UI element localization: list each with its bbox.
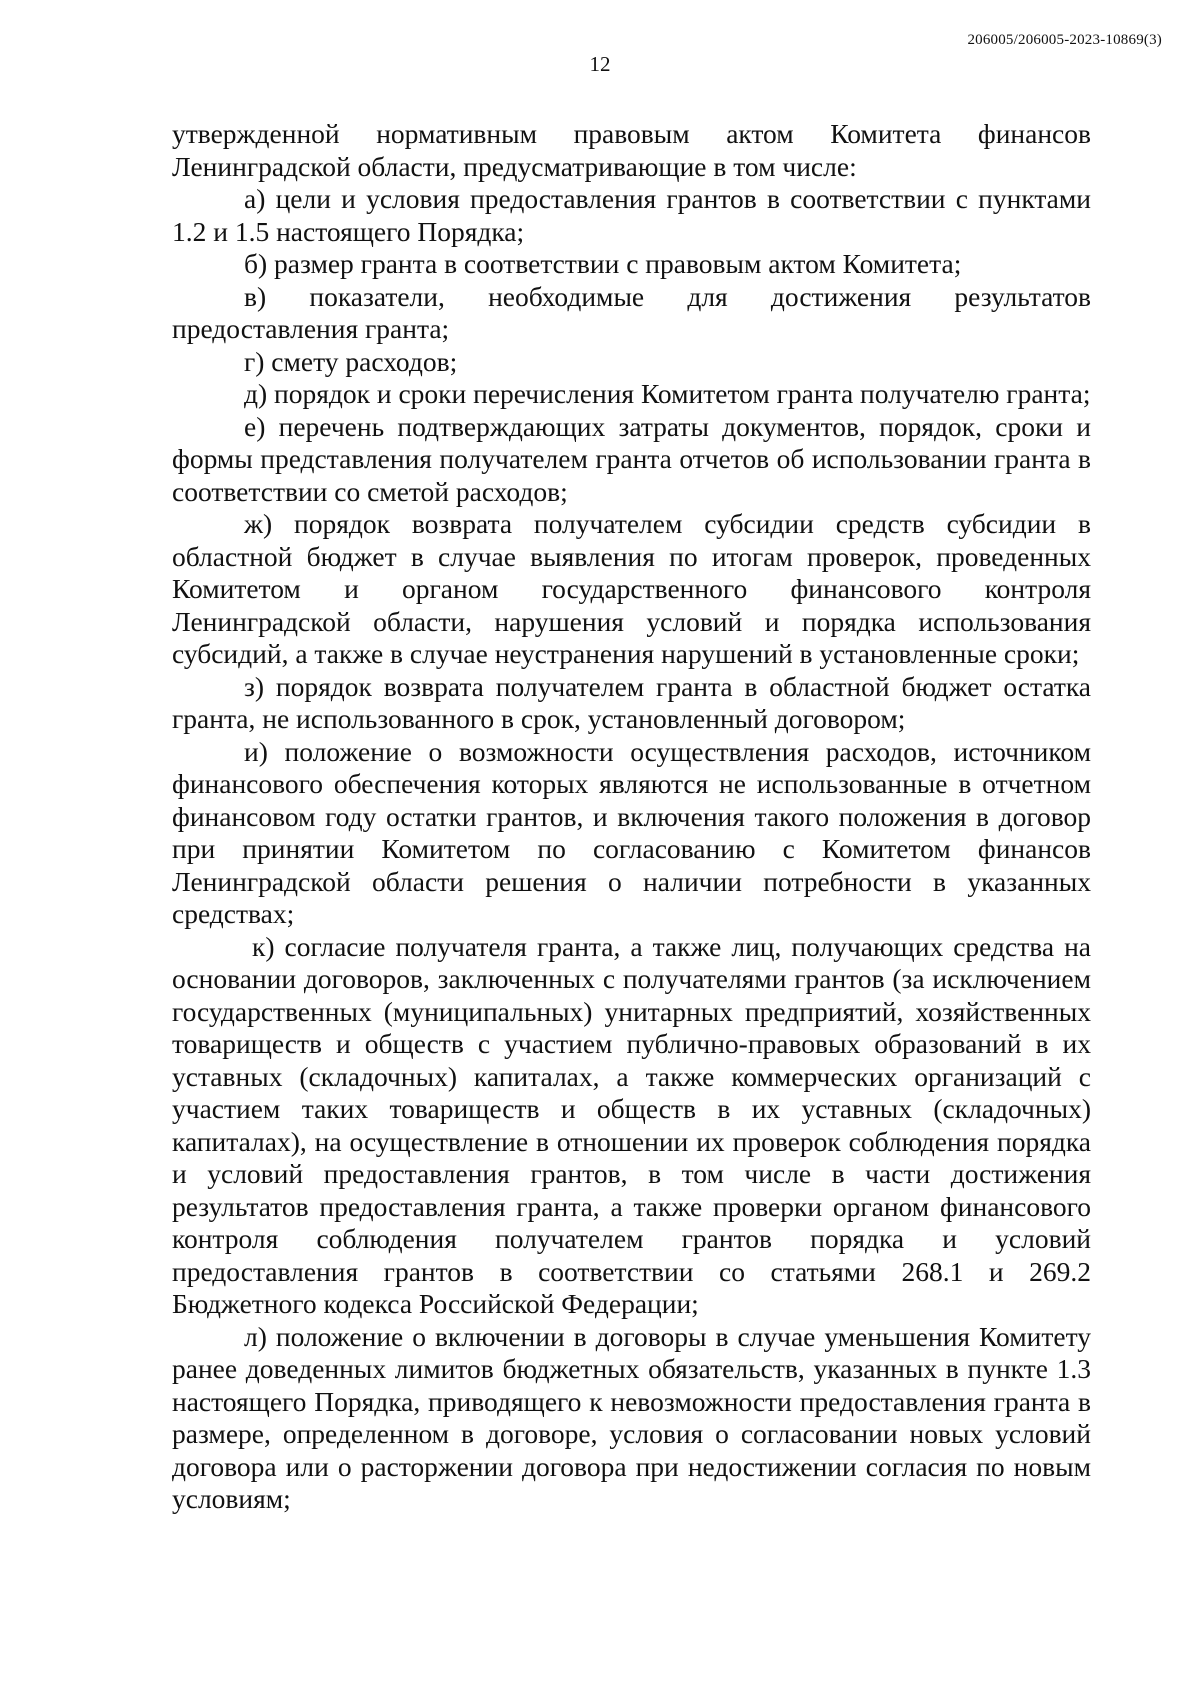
list-item-a: а) цели и условия предоставления грантов в соответствии с пунктами 1.2 и 1.5 настоящего Порядка;	[172, 183, 1091, 247]
list-item-g: г) смету расходов;	[244, 345, 458, 377]
list-item-l: л) положение о включении в договоры в случае уменьшения Комитету ранее доведенных лимитов бюджетных обязательств, указанных в пункте 1.3 настоящего Порядка, приводящего к невозможности предоставления гранта в размере, определенном в договоре, условия о согласовании новых условий договора или о расторжении договора при недостижении согласия по новым условиям;	[172, 1320, 1091, 1514]
list-item-d: д) порядок и сроки перечисления Комитетом гранта получателю гранта;	[244, 378, 1091, 409]
paragraph-intro: утвержденной нормативным правовым актом Комитета финансов Ленинградской области, предусматривающие в том числе:	[172, 118, 1091, 182]
list-item-v: в) показатели, необходимые для достижения результатов предоставления гранта;	[172, 280, 1091, 344]
document-body	[172, 118, 1091, 1516]
list-item-k: к) согласие получателя гранта, а также лиц, получающих средства на основании договоров, заключенных с получателями грантов (за исключением государственных (муниципальных) унитарных предприятий, хозяйственных товариществ и обществ с участием публично-правовых образований в их уставных (складочных) капиталах, а также коммерческих организаций с участием таких товариществ и обществ в их уставных (складочных) капиталах), на осуществление в отношении их проверок соблюдения порядка и условий предоставления грантов, в том числе в части достижения результатов предоставления гранта, а также проверки органом финансового контроля соблюдения получателем грантов порядка и условий предоставления грантов в соответствии со статьями 268.1 и 269.2 Бюджетного кодекса Российской Федерации;	[172, 930, 1091, 1319]
list-item-z: з) порядок возврата получателем гранта в областной бюджет остатка гранта, не использованного в срок, установленный договором;	[172, 670, 1091, 734]
list-item-i: и) положение о возможности осуществления расходов, источником финансового обеспечения которых являются не использованные в отчетном финансовом году остатки грантов, и включения такого положения в договор при принятии Комитетом по согласованию с Комитетом финансов Ленинградской области решения о наличии потребности в указанных средствах;	[172, 735, 1091, 929]
list-item-b: б) размер гранта в соответствии с правовым актом Комитета;	[244, 248, 962, 279]
document-id: 206005/206005-2023-10869(3)	[967, 32, 1162, 48]
list-item-e: е) перечень подтверждающих затраты документов, порядок, сроки и формы представления получателем гранта отчетов об использовании гранта в соответствии со сметой расходов;	[172, 410, 1091, 507]
page-number: 12	[589, 52, 611, 76]
list-item-zh: ж) порядок возврата получателем субсидии средств субсидии в областной бюджет в случае выявления по итогам проверок, проведенных Комитетом и органом государственного финансового контроля Ленинградской области, нарушения условий и порядка использования субсидий, а также в случае неустранения нарушений в установленные сроки;	[172, 508, 1091, 669]
